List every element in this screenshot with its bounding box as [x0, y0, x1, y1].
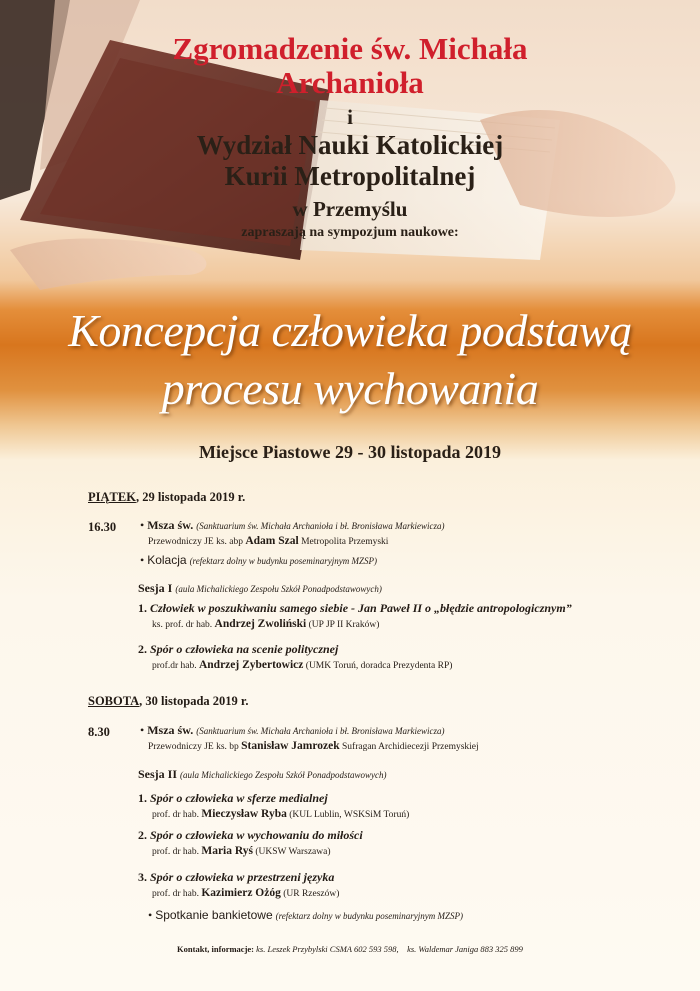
contact-person-1: ks. Leszek Przybylski CSMA 602 593 598, — [256, 944, 399, 954]
invitation-text: zapraszają na sympozjum naukowe: — [241, 225, 459, 240]
banquet-label: Spotkanie bankietowe — [155, 908, 273, 922]
friday-presider — [148, 534, 388, 550]
contact-label: Kontakt, informacje: — [177, 944, 255, 954]
saturday-banquet: • Spotkanie bankietowe (refektarz dolny w budynku poseminaryjnym MZSP) — [148, 908, 464, 922]
lecture-number: 2. — [138, 642, 147, 656]
saturday-presider-post: Sufragan Archidiecezji Przemyskiej — [342, 742, 479, 752]
speaker-affiliation: (UMK Toruń, doradca Prezydenta RP) — [305, 661, 453, 671]
friday-lecture-2 — [138, 642, 452, 674]
conjunction: i — [347, 105, 353, 129]
friday-heading — [88, 490, 245, 505]
saturday-presider — [148, 739, 479, 755]
saturday-mass-note: (Sanktuarium św. Michała Archanioła i bł. Bronisława Markiewicza) — [196, 726, 445, 736]
organizer-1-line-1: Zgromadzenie św. Michała — [172, 31, 528, 66]
friday-mass-note: (Sanktuarium św. Michała Archanioła i bł. Bronisława Markiewicza) — [196, 521, 445, 531]
lecture-title: Człowiek w poszukiwaniu samego siebie - Jan Paweł II o „błędzie antropologicznym” — [150, 601, 572, 615]
lecture-title: Spór o człowieka w przestrzeni języka — [150, 870, 335, 884]
friday-date: , 29 listopada 2019 r. — [135, 490, 246, 504]
lecture-number: 3. — [138, 870, 147, 884]
contact-info — [0, 944, 700, 954]
friday-lecture-1 — [138, 601, 572, 633]
speaker-title: ks. prof. dr hab. — [152, 620, 213, 630]
speaker-title: prof.dr hab. — [152, 661, 197, 671]
friday-time: 16.30 — [88, 520, 117, 534]
lecture-speaker — [138, 810, 409, 820]
friday-presider-pre: Przewodniczy JE ks. abp — [148, 537, 243, 547]
session-2 — [138, 767, 386, 782]
banquet-note: (refektarz dolny w budynku poseminaryjnym MZSP) — [275, 911, 464, 921]
friday-dinner-label: Kolacja — [147, 553, 187, 567]
saturday-lecture-1 — [138, 791, 409, 823]
lecture-number: 2. — [138, 828, 147, 842]
saturday-mass-label: Msza św. — [147, 723, 194, 737]
speaker-title: prof. dr hab. — [152, 810, 199, 820]
saturday-presider-name: Stanisław Jamrozek — [241, 740, 340, 752]
speaker-name: Andrzej Zwoliński — [214, 618, 307, 630]
friday-presider-post: Metropolita Przemyski — [301, 537, 389, 547]
organizer-2-line-2: Kurii Metropolitalnej — [224, 161, 476, 191]
session-1 — [138, 581, 382, 596]
lecture-number: 1. — [138, 601, 147, 615]
organizer-2-line-3: w Przemyślu — [292, 197, 408, 221]
lecture-speaker — [138, 620, 379, 630]
lecture-speaker — [138, 661, 452, 671]
speaker-affiliation: (UKSW Warszawa) — [255, 847, 331, 857]
title-line-2: procesu wychowania — [161, 363, 539, 414]
friday-dinner-note: (refektarz dolny w budynku poseminaryjnym MZSP) — [189, 556, 377, 566]
saturday-mass: • Msza św. (Sanktuarium św. Michała Archanioła i bł. Bronisława Markiewicza) — [140, 723, 445, 737]
saturday-lecture-2 — [138, 828, 363, 860]
friday-mass: • Msza św. (Sanktuarium św. Michała Archanioła i bł. Bronisława Markiewicza) — [140, 518, 445, 532]
speaker-affiliation: (UP JP II Kraków) — [308, 620, 380, 630]
session-1-label: Sesja I — [138, 581, 173, 595]
session-1-note: (aula Michalickiego Zespołu Szkół Ponadpodstawowych) — [175, 584, 382, 594]
saturday-presider-pre: Przewodniczy JE ks. bp — [148, 742, 239, 752]
saturday-lecture-3 — [138, 870, 339, 902]
speaker-name: Kazimierz Ożóg — [201, 887, 281, 899]
speaker-title: prof. dr hab. — [152, 847, 199, 857]
saturday-heading — [88, 694, 248, 709]
title-line-1: Koncepcja człowieka podstawą — [68, 305, 632, 356]
saturday-time: 8.30 — [88, 725, 110, 739]
symposium-title — [0, 302, 700, 418]
speaker-name: Andrzej Zybertowicz — [198, 659, 304, 671]
session-2-label: Sesja II — [138, 767, 178, 781]
lecture-speaker — [138, 889, 339, 899]
contact-person-2: ks. Waldemar Janiga 883 325 899 — [407, 944, 523, 954]
lecture-title: Spór o człowieka w sferze medialnej — [150, 791, 328, 805]
organizer-2-line-1: Wydział Nauki Katolickiej — [196, 130, 504, 160]
friday-mass-label: Msza św. — [147, 518, 194, 532]
speaker-affiliation: (KUL Lublin, WSKSiM Toruń) — [289, 810, 410, 820]
organizer-1-line-2: Archanioła — [276, 65, 424, 100]
place-and-date: Miejsce Piastowe 29 - 30 listopada 2019 — [199, 442, 501, 462]
speaker-name: Mieczysław Ryba — [201, 808, 287, 820]
friday-dinner: • Kolacja (refektarz dolny w budynku poseminaryjnym MZSP) — [140, 553, 377, 567]
lecture-number: 1. — [138, 791, 147, 805]
header — [0, 32, 700, 244]
speaker-title: prof. dr hab. — [152, 889, 199, 899]
friday-day: PIĄTEK — [88, 490, 136, 504]
lecture-speaker — [138, 847, 331, 857]
lecture-title: Spór o człowieka w wychowaniu do miłości — [150, 828, 363, 842]
lecture-title: Spór o człowieka na scenie politycznej — [150, 642, 339, 656]
speaker-name: Maria Ryś — [201, 845, 253, 857]
saturday-date: , 30 listopada 2019 r. — [139, 694, 249, 708]
session-2-note: (aula Michalickiego Zespołu Szkół Ponadpodstawowych) — [180, 770, 387, 780]
saturday-day: SOBOTA — [88, 694, 140, 708]
friday-presider-name: Adam Szal — [245, 535, 299, 547]
speaker-affiliation: (UR Rzeszów) — [283, 889, 340, 899]
